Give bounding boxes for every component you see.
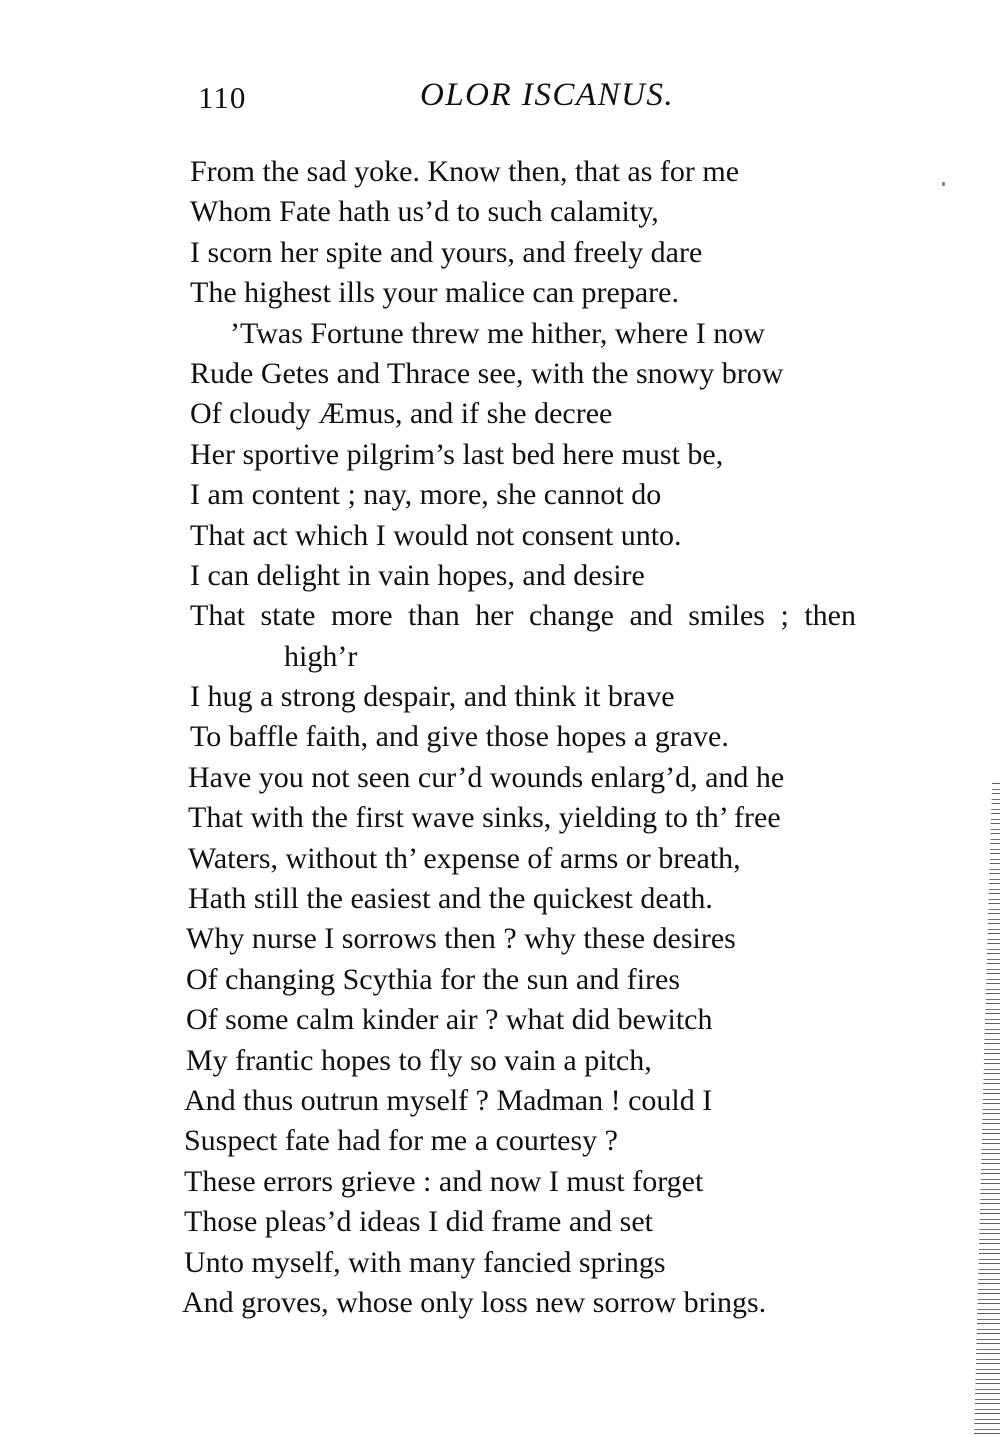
- poem-line: And thus outrun myself ? Madman ! could I: [184, 1083, 713, 1117]
- poem-line: Those pleas’d ideas I did frame and set: [184, 1205, 653, 1239]
- poem-line: I can delight in vain hopes, and desire: [190, 558, 645, 592]
- poem-line: Of changing Scythia for the sun and fires: [186, 962, 681, 996]
- poem-line: I scorn her spite and yours, and freely dare: [190, 235, 703, 269]
- poem-line: Unto myself, with many fancied springs: [184, 1245, 666, 1279]
- poem-line: Hath still the easiest and the quickest death.: [188, 882, 713, 916]
- poem-line: Of some calm kinder air ? what did bewitch: [186, 1003, 713, 1037]
- poem-line: Whom Fate hath us’d to such calamity,: [190, 195, 659, 229]
- poem-line: ’Twas Fortune threw me hither, where I now: [230, 316, 765, 350]
- poem-line: Suspect fate had for me a courtesy ?: [184, 1124, 618, 1158]
- page-number: 110: [198, 80, 247, 115]
- poem-line: My frantic hopes to fly so vain a pitch,: [186, 1043, 652, 1077]
- poem-line: And groves, whose only loss new sorrow brings.: [182, 1285, 767, 1319]
- poem-line: The highest ills your malice can prepare.: [190, 276, 679, 310]
- poem-line: I hug a strong despair, and think it brave: [190, 680, 675, 714]
- poem-line: Of cloudy Æmus, and if she decree: [190, 397, 613, 431]
- poem-text: [182, 152, 960, 1323]
- poem-line: Rude Getes and Thrace see, with the snowy brow: [190, 356, 784, 390]
- poem-line: From the sad yoke. Know then, that as for me: [190, 155, 740, 188]
- poem-line: I am content ; nay, more, she cannot do: [190, 478, 662, 512]
- poem-line: Have you not seen cur’d wounds enlarg’d, and he: [188, 760, 785, 794]
- poem-line: Her sportive pilgrim’s last bed here must be,: [190, 437, 724, 471]
- poem-line: That state more than her change and smiles ; then: [190, 599, 856, 633]
- poem-line: To baffle faith, and give those hopes a grave.: [190, 720, 729, 754]
- running-title: OLOR ISCANUS.: [420, 77, 675, 113]
- poem-line: That act which I would not consent unto.: [190, 518, 682, 552]
- poem-line: Waters, without th’ expense of arms or breath,: [188, 841, 741, 875]
- page-edge-shadow: [974, 780, 1000, 1436]
- poem-line: That with the first wave sinks, yielding to th’ free: [188, 801, 781, 835]
- poem-line-continuation: high’r: [284, 639, 358, 673]
- poem-line: Why nurse I sorrows then ? why these desires: [186, 922, 736, 956]
- scan-speck: [942, 182, 945, 186]
- poem-line: These errors grieve : and now I must forget: [184, 1164, 704, 1198]
